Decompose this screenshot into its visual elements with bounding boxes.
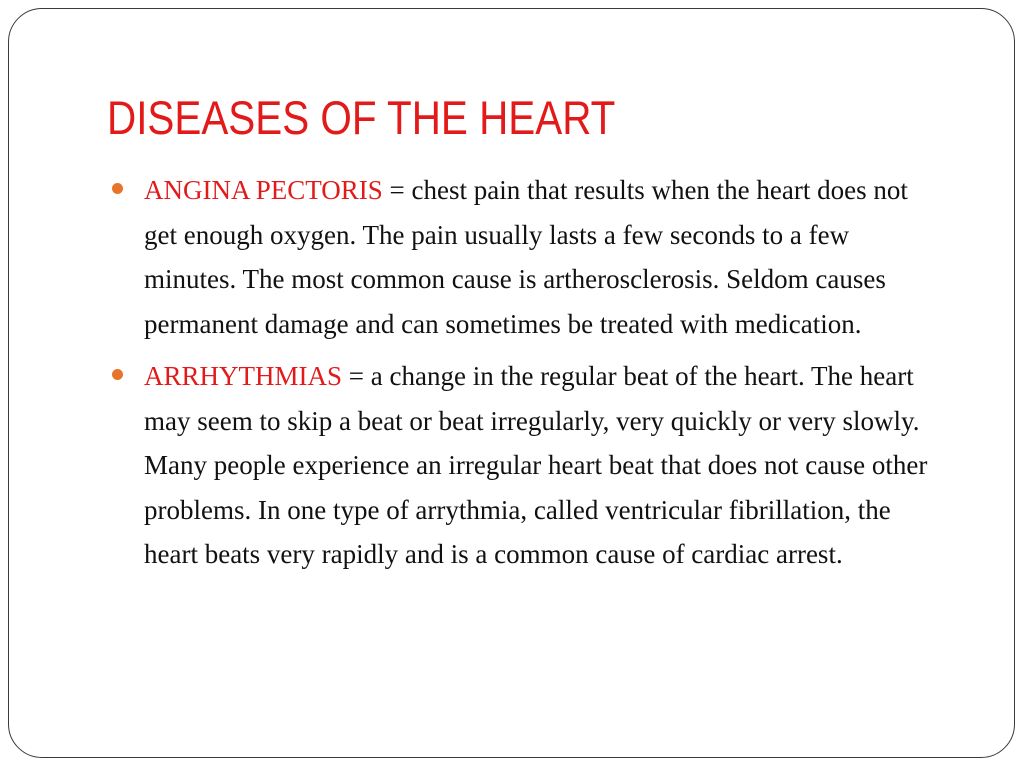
slide-title: DISEASES OF THE HEART xyxy=(107,91,616,144)
term-angina-pectoris: ANGINA PECTORIS xyxy=(144,175,383,205)
bullet-marker-icon xyxy=(112,183,123,194)
bullet-item-arrhythmias xyxy=(112,354,942,577)
term-arrhythmias: ARRHYTHMIAS xyxy=(144,361,343,391)
definition-arrhythmias: = a change in the regular beat of the heart. The heart may seem to skip a beat or beat irregularly, very quickly or very slowly. Many people experience an irregular heart beat that does not cause other problems. In one type of arrythmia, called ventricular fibrillation, the heart beats very rapidly and is a common cause of cardiac arrest. xyxy=(144,361,928,569)
bullet-item-angina-pectoris xyxy=(112,168,942,346)
definition-angina-pectoris: = chest pain that results when the heart does not get enough oxygen. The pain usually lasts a few seconds to a few minutes. The most common cause is artherosclerosis. Seldom causes permanent damage and can sometimes be treated with medication. xyxy=(144,175,908,339)
bullet-marker-icon xyxy=(112,369,123,380)
bullet-list xyxy=(112,168,942,585)
